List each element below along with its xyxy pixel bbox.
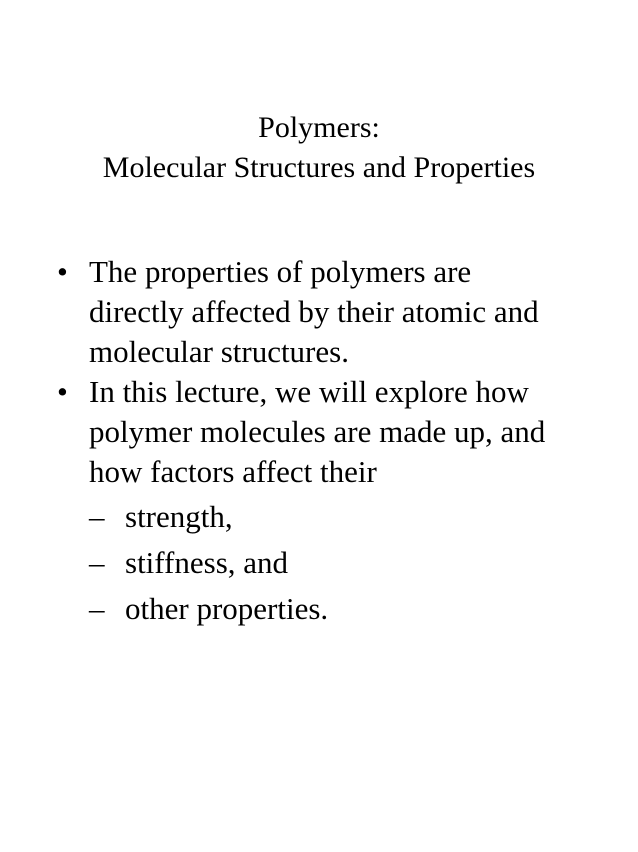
bullet-item [0, 252, 638, 372]
sub-bullet-text: other properties. [125, 591, 329, 626]
sub-bullet-marker: – [89, 499, 105, 534]
sub-bullet-item [89, 543, 638, 583]
sub-bullet-text: strength, [125, 499, 233, 534]
bullet-marker: • [57, 374, 68, 409]
slide-title [0, 108, 638, 188]
sub-bullet-item [89, 497, 638, 537]
bullet-item [0, 372, 638, 629]
bullet-marker: • [57, 254, 68, 289]
sub-bullet-marker: – [89, 545, 105, 580]
sub-bullet-list [89, 497, 638, 629]
bullet-line: molecular structures. [89, 334, 349, 369]
sub-bullet-item [89, 589, 638, 629]
bullet-list [0, 252, 638, 635]
title-line-2: Molecular Structures and Properties [102, 151, 536, 184]
bullet-line: The properties of polymers are [89, 254, 472, 289]
sub-bullet-marker: – [89, 591, 105, 626]
bullet-line: In this lecture, we will explore how [89, 374, 529, 409]
sub-bullet-text: stiffness, and [125, 545, 289, 580]
bullet-line: directly affected by their atomic and [89, 294, 539, 329]
title-line-1: Polymers: [258, 111, 380, 144]
bullet-line: polymer molecules are made up, and [89, 414, 546, 449]
bullet-line: how factors affect their [89, 454, 377, 489]
